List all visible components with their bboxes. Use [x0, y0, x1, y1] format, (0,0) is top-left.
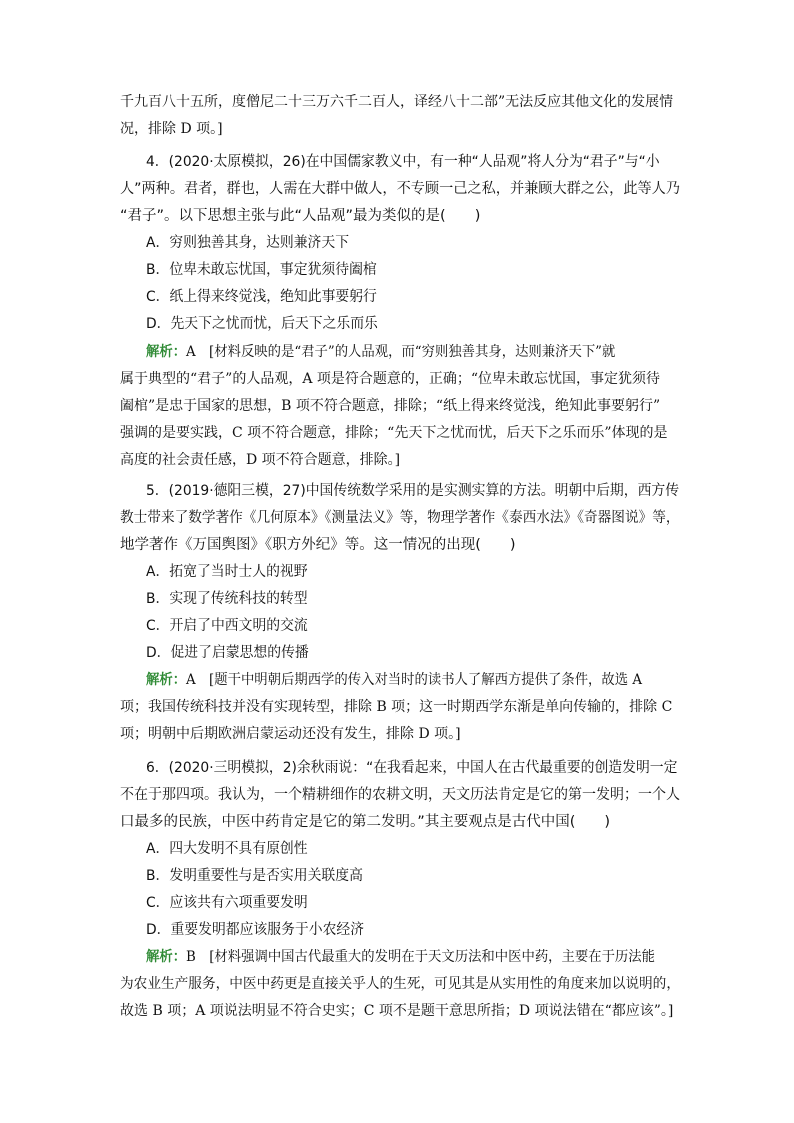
q5-option-d: D．促进了启蒙思想的传播 — [146, 645, 309, 661]
q4-option-a: A．穷则独善其身，达则兼济天下 — [146, 235, 350, 251]
q6-option-c: C．应该共有六项重要发明 — [146, 895, 308, 911]
q5-explanation-line-3: 项；明朝中后期欧洲启蒙运动还没有发生，排除 D 项。] — [120, 726, 461, 742]
q4-option-d: D．先天下之忧而忧，后天下之乐而乐 — [146, 316, 378, 332]
q5-option-a: A．拓宽了当时士人的视野 — [146, 564, 308, 580]
q4-explanation-line-5: 高度的社会责任感，D 项不符合题意，排除。] — [120, 452, 401, 468]
continuation-line-2: 况，排除 D 项。] — [120, 121, 223, 137]
q4-stem-line-2: 人”两种。君者，群也，人需在大群中做人，不专顾一己之私，并兼顾大群之公，此等人乃 — [120, 181, 681, 197]
q6-option-a: A．四大发明不具有原创性 — [146, 841, 308, 857]
q4-option-b: B．位卑未敢忘忧国，事定犹须待阖棺 — [146, 262, 377, 278]
q4-stem-line-1: 4．(2020·太原模拟，26)在中国儒家教义中，有一种“人品观”将人分为“君子”与“小 — [146, 154, 660, 170]
continuation-line-1: 千九百八十五所，度僧尼二十三万六千二百人，译经八十二部”无法反应其他文化的发展情 — [120, 94, 674, 110]
q5-stem-line-1: 5．(2019·德阳三模，27)中国传统数学采用的是实测实算的方法。明朝中后期，西方传 — [146, 483, 680, 499]
q5-explanation-line-1: 解析：A [题干中明朝后期西学的传入对当时的读书人了解西方提供了条件，故选 A — [146, 672, 643, 688]
q4-answer-label: 解析： — [146, 344, 187, 360]
q5-explanation-line-2: 项；我国传统科技并没有实现转型，排除 B 项；这一时期西学东渐是单向传输的，排除 C — [120, 699, 673, 715]
q6-answer-label: 解析： — [146, 949, 187, 965]
q6-option-d: D．重要发明都应该服务于小农经济 — [146, 922, 365, 938]
q6-explanation-line-1: 解析：B [材料强调中国古代最重大的发明在于天文历法和中医中药，主要在于历法能 — [146, 949, 655, 965]
q6-stem-line-1: 6．(2020·三明模拟，2)余秋雨说：“在我看起来，中国人在古代最重要的创造发明一定 — [146, 760, 678, 776]
q6-stem-line-2: 不在于那四项。我认为，一个精耕细作的农耕文明，天文历法肯定是它的第一发明；一个人 — [120, 787, 680, 803]
q6-stem-line-3: 口最多的民族，中医中药肯定是它的第二发明。”其主要观点是古代中国( ) — [120, 814, 611, 830]
q4-explanation-line-2: 属于典型的“君子”的人品观，A 项是符合题意的，正确；“位卑未敢忘忧国，事定犹须待 — [120, 371, 661, 387]
q5-answer-label: 解析： — [146, 672, 187, 688]
q4-option-c: C．纸上得来终觉浅，绝知此事要躬行 — [146, 289, 377, 305]
q4-stem-line-3: “君子”。以下思想主张与此“人品观”最为类似的是( ) — [120, 208, 481, 224]
q4-explanation-line-3: 阖棺”是忠于国家的思想，B 项不符合题意，排除；“纸上得来终觉浅，绝知此事要躬行” — [120, 398, 661, 414]
q5-stem-line-3: 地学著作《万国舆图》《职方外纪》等。这一情况的出现( ) — [120, 537, 516, 553]
q5-option-b: B．实现了传统科技的转型 — [146, 591, 308, 607]
q6-explanation-line-3: 故选 B 项；A 项说法明显不符合史实；C 项不是题干意思所指；D 项说法错在“都应该”。] — [120, 1003, 674, 1019]
q4-explanation-line-4: 强调的是要实践，C 项不符合题意，排除；“先天下之忧而忧，后天下之乐而乐”体现的是 — [120, 425, 668, 441]
q6-option-b: B．发明重要性与是否实用关联度高 — [146, 868, 363, 884]
q6-explanation-line-2: 为农业生产服务，中医中药更是直接关乎人的生死，可见其是从实用性的角度来加以说明的， — [120, 976, 680, 992]
q4-explanation-line-1: 解析：A [材料反映的是“君子”的人品观，而“穷则独善其身，达则兼济天下”就 — [146, 344, 616, 360]
q5-option-c: C．开启了中西文明的交流 — [146, 618, 308, 634]
q5-stem-line-2: 教士带来了数学著作《几何原本》《测量法义》等，物理学著作《泰西水法》《奇器图说》等， — [120, 510, 680, 526]
